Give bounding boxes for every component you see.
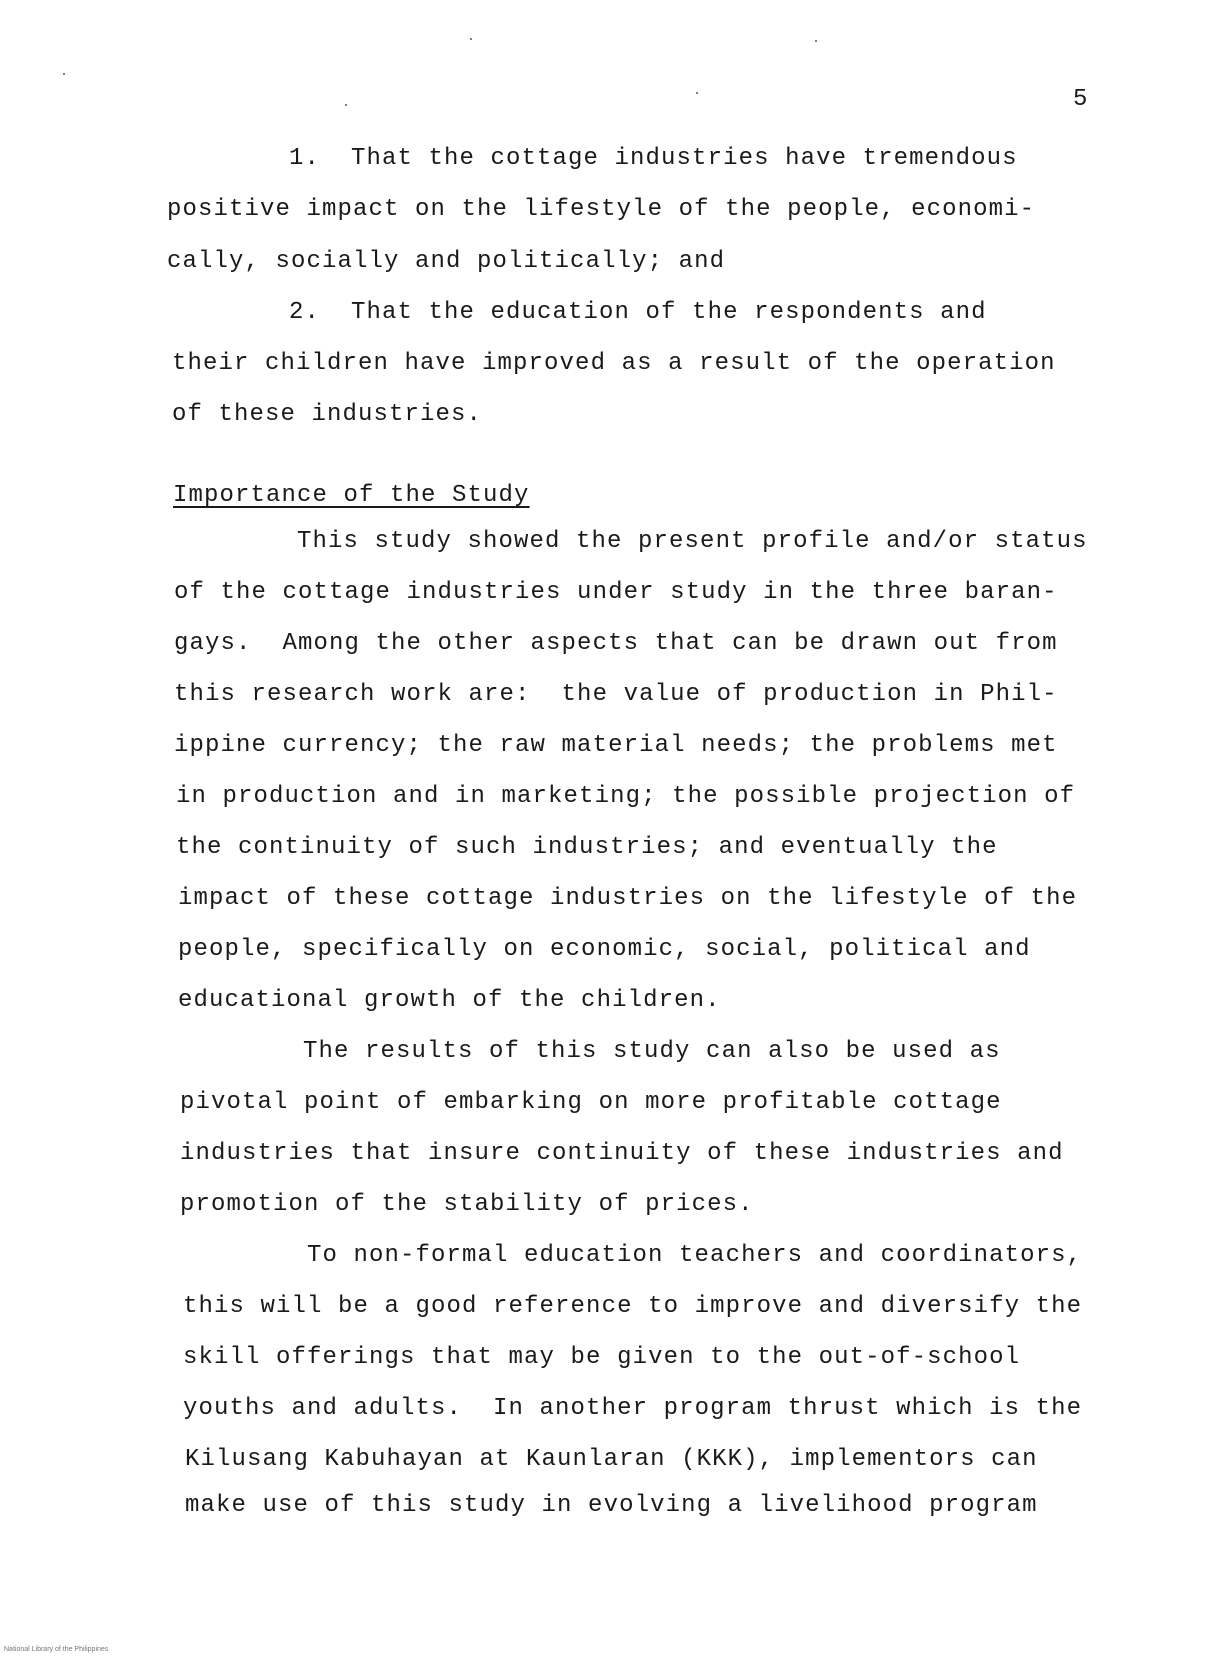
scan-speck bbox=[63, 73, 65, 75]
text-line: industries that insure continuity of these industries and bbox=[180, 1140, 1064, 1167]
text-line: positive impact on the lifestyle of the people, economi- bbox=[167, 196, 1036, 223]
text-line: pivotal point of embarking on more profitable cottage bbox=[180, 1089, 1002, 1116]
text-line: of the cottage industries under study in the three baran- bbox=[174, 579, 1058, 606]
text-line: 1. That the cottage industries have tremendous bbox=[289, 145, 1018, 172]
page-number: 5 bbox=[1073, 86, 1088, 113]
text-line: This study showed the present profile and/or status bbox=[297, 528, 1088, 555]
text-line: their children have improved as a result of the operation bbox=[172, 350, 1056, 377]
scan-speck bbox=[470, 38, 472, 40]
text-line: 2. That the education of the respondents and bbox=[289, 299, 987, 326]
text-line: The results of this study can also be used as bbox=[303, 1038, 1001, 1065]
text-line: people, specifically on economic, social, political and bbox=[178, 936, 1031, 963]
text-line: skill offerings that may be given to the out-of-school bbox=[183, 1344, 1021, 1371]
scan-speck bbox=[815, 40, 817, 42]
section-heading: Importance of the Study bbox=[173, 482, 530, 509]
text-line: this will be a good reference to improve and diversify the bbox=[183, 1293, 1083, 1320]
text-line: gays. Among the other aspects that can be drawn out from bbox=[174, 630, 1058, 657]
text-line: cally, socially and politically; and bbox=[167, 248, 726, 275]
text-line: ippine currency; the raw material needs; the problems met bbox=[174, 732, 1058, 759]
text-line: impact of these cottage industries on the lifestyle of the bbox=[178, 885, 1078, 912]
text-line: educational growth of the children. bbox=[178, 987, 721, 1014]
text-line: in production and in marketing; the possible projection of bbox=[176, 783, 1076, 810]
text-line: of these industries. bbox=[172, 401, 483, 428]
scan-speck bbox=[345, 104, 347, 106]
text-line: To non-formal education teachers and coordinators, bbox=[307, 1242, 1083, 1269]
text-line: make use of this study in evolving a livelihood program bbox=[185, 1492, 1038, 1519]
scan-footer: National Library of the Philippines bbox=[4, 1646, 109, 1653]
text-line: promotion of the stability of prices. bbox=[180, 1191, 754, 1218]
text-line: Kilusang Kabuhayan at Kaunlaran (KKK), implementors can bbox=[185, 1446, 1038, 1473]
text-line: this research work are: the value of production in Phil- bbox=[174, 681, 1058, 708]
text-line: youths and adults. In another program thrust which is the bbox=[183, 1395, 1083, 1422]
scan-speck bbox=[696, 92, 698, 94]
text-line: the continuity of such industries; and eventually the bbox=[176, 834, 998, 861]
